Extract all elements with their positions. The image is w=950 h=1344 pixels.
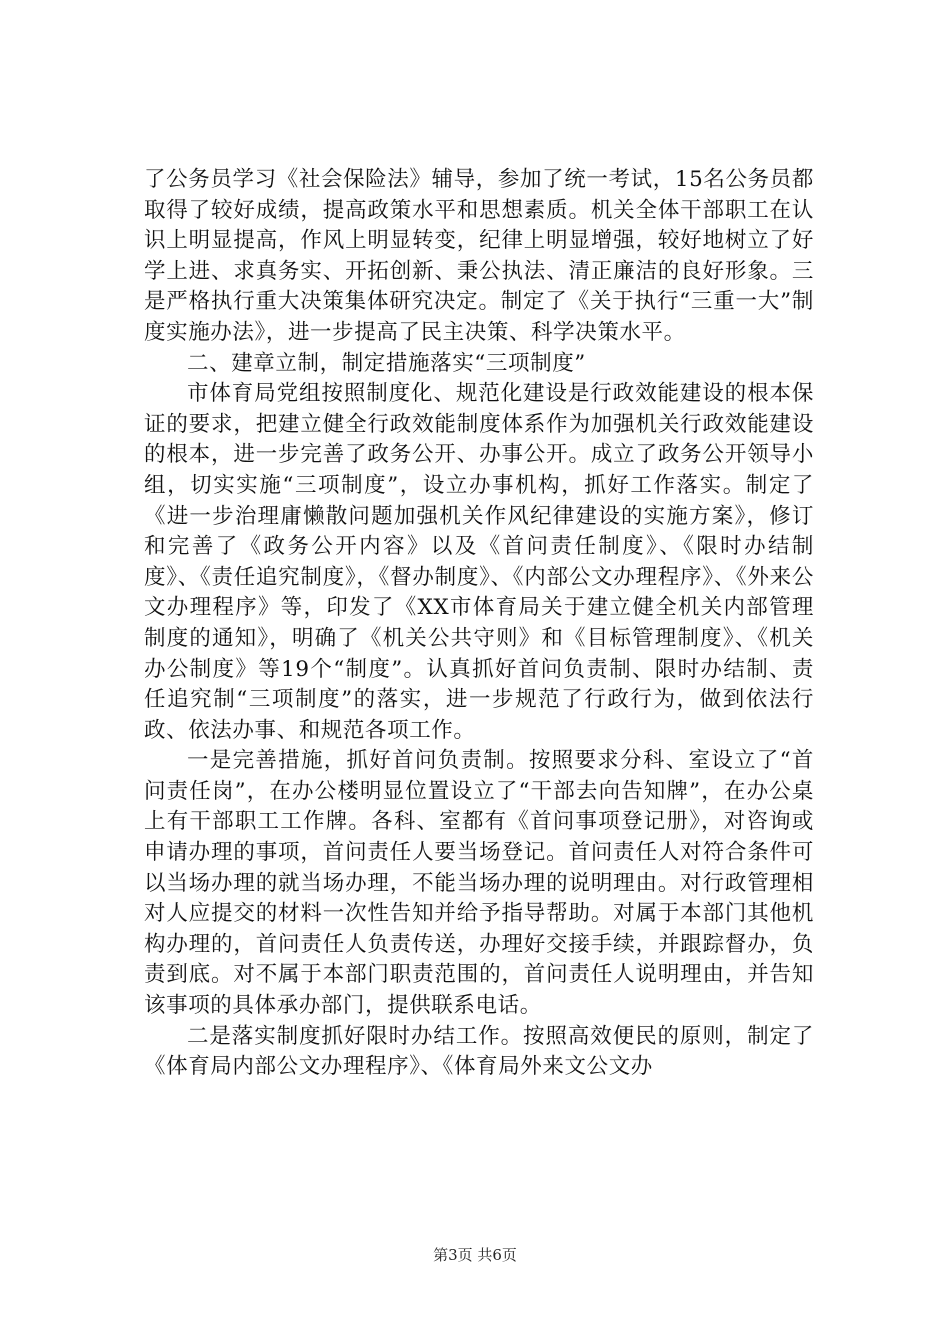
paragraph-5: 二是落实制度抓好限时办结工作。按照高效便民的原则，制定了《体育局内部公文办理程序》、《体育局外来文公文办 <box>144 1023 814 1080</box>
section-heading-2: 二、建章立制，制定措施落实“三项制度” <box>187 350 586 376</box>
paragraph-3: 市体育局党组按照制度化、规范化建设是行政效能建设的根本保证的要求，把建立健全行政效能制度体系作为加强机关行政效能建设的根本，进一步完善了政务公开、办事公开。成立了政务公开领导小组，切实实施“三项制度”，设立办事机构，抓好工作落实。制定了《进一步治理庸懒散问题加强机关作风纪律建设的实施方案》，修订和完善了《政务公开内容》以及《首问责任制度》、《限时办结制度》、《责任追究制度》，《督办制度》、《内部公文办理程序》、《外来公文办理程序》等，印发了《XX市体育局关于建立健全机关内部管理制度的通知》，明确了《机关公共守则》和《目标管理制度》、《机关办公制度》等19个“制度”。认真抓好首问负责制、限时办结制、责任追究制“三项制度”的落实，进一步规范了行政行为，做到依法行政、依法办事、和规范各项工作。 <box>144 381 814 743</box>
page-footer: 第3页 共6页 <box>433 1246 517 1264</box>
paragraph-1: 了公务员学习《社会保险法》辅导，参加了统一考试，15名公务员都取得了较好成绩，提高政策水平和思想素质。机关全体干部职工在认识上明显提高，作风上明显转变，纪律上明显增强，较好地树立了好学上进、求真务实、开拓创新、秉公执法、清正廉洁的良好形象。三是严格执行重大决策集体研究决定。制定了《关于执行“三重一大”制度实施办法》，进一步提高了民主决策、科学决策水平。 <box>144 167 814 345</box>
paragraph-4: 一是完善措施，抓好首问负责制。按照要求分科、室设立了“首问责任岗”，在办公楼明显位置设立了“干部去向告知牌”，在办公桌上有干部职工工作牌。各科、室都有《首问事项登记册》，对咨询或申请办理的事项，首问责任人要当场登记。首问责任人对符合条件可以当场办理的就当场办理，不能当场办理的说明理由。对行政管理相对人应提交的材料一次性告知并给予指导帮助。对属于本部门其他机构办理的，首问责任人负责传送，办理好交接手续，并跟踪督办，负责到底。对不属于本部门职责范围的，首问责任人说明理由，并告知该事项的具体承办部门，提供联系电话。 <box>144 748 814 1019</box>
document-body <box>144 165 814 1083</box>
